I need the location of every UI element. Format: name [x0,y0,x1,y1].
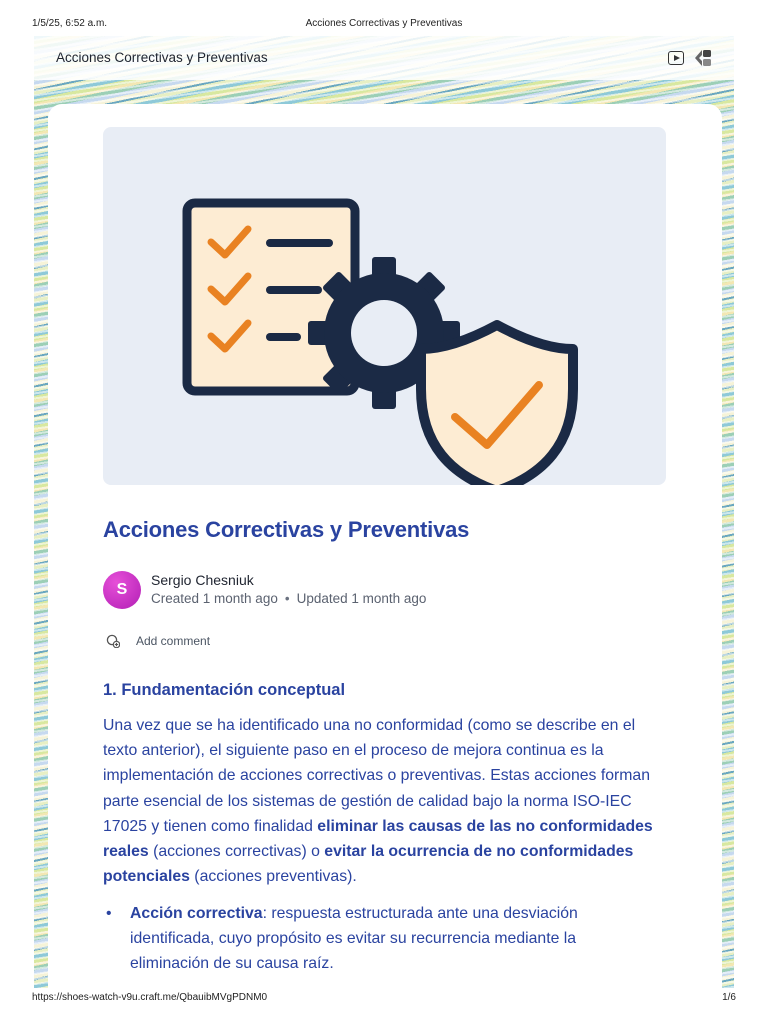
bullet-marker: • [106,905,112,922]
document-meta [151,591,426,606]
bullet-bold: Acción correctiva [130,905,263,922]
section-paragraph [103,713,663,889]
document-card [48,104,722,988]
browser-viewport [34,36,734,988]
para-bold-2: evitar la ocurrencia de no conformidades potenciales [103,843,634,886]
craft-logo-icon[interactable] [694,49,712,67]
print-datetime: 1/5/25, 6:52 a.m. [32,18,108,29]
comment-add-icon [106,634,120,648]
page-title: Acciones Correctivas y Preventivas [103,517,470,542]
meta-separator: • [284,591,290,606]
print-header [32,18,736,32]
updated-time: Updated 1 month ago [296,591,427,606]
print-url: https://shoes-watch-v9u.craft.me/QbauibMVgPDNM0 [32,992,268,1003]
print-page-number: 1/6 [722,992,736,1003]
add-comment-label: Add comment [136,634,211,648]
topbar-doc-title: Acciones Correctivas y Preventivas [56,50,268,65]
para-text-2: (acciones correctivas) o [148,843,325,861]
checklist-icon [187,203,355,391]
print-footer [32,992,736,1006]
para-text-1: Una vez que se ha identificado una no conformidad (como se describe en el texto anterior), el siguiente paso en el proceso de mejora continua es la implementación de acciones correctivas o preventivas. Estas acciones forman parte esencial de los sistemas de gestión de calidad bajo la norma ISO-IEC 17025 y tienen como finalidad [103,717,651,835]
shield-check-icon [421,325,573,485]
created-time: Created 1 month ago [151,591,278,606]
para-text-3: (acciones preventivas). [189,868,357,886]
document-topbar [34,36,734,80]
play-icon[interactable] [668,51,684,65]
bullet-text [130,901,630,977]
author-name: Sergio Chesniuk [151,572,254,588]
para-bold-1: eliminar las causas de las no conformidades reales [103,817,653,861]
bullet-body: : respuesta estructurada ante una desviación identificada, cuyo propósito es evitar su recurrencia mediante la eliminación de su causa raíz. [130,905,578,973]
hero-image [103,127,666,485]
avatar[interactable]: S [103,571,141,609]
section-heading: 1. Fundamentación conceptual [103,681,346,699]
print-title: Acciones Correctivas y Preventivas [305,18,463,29]
